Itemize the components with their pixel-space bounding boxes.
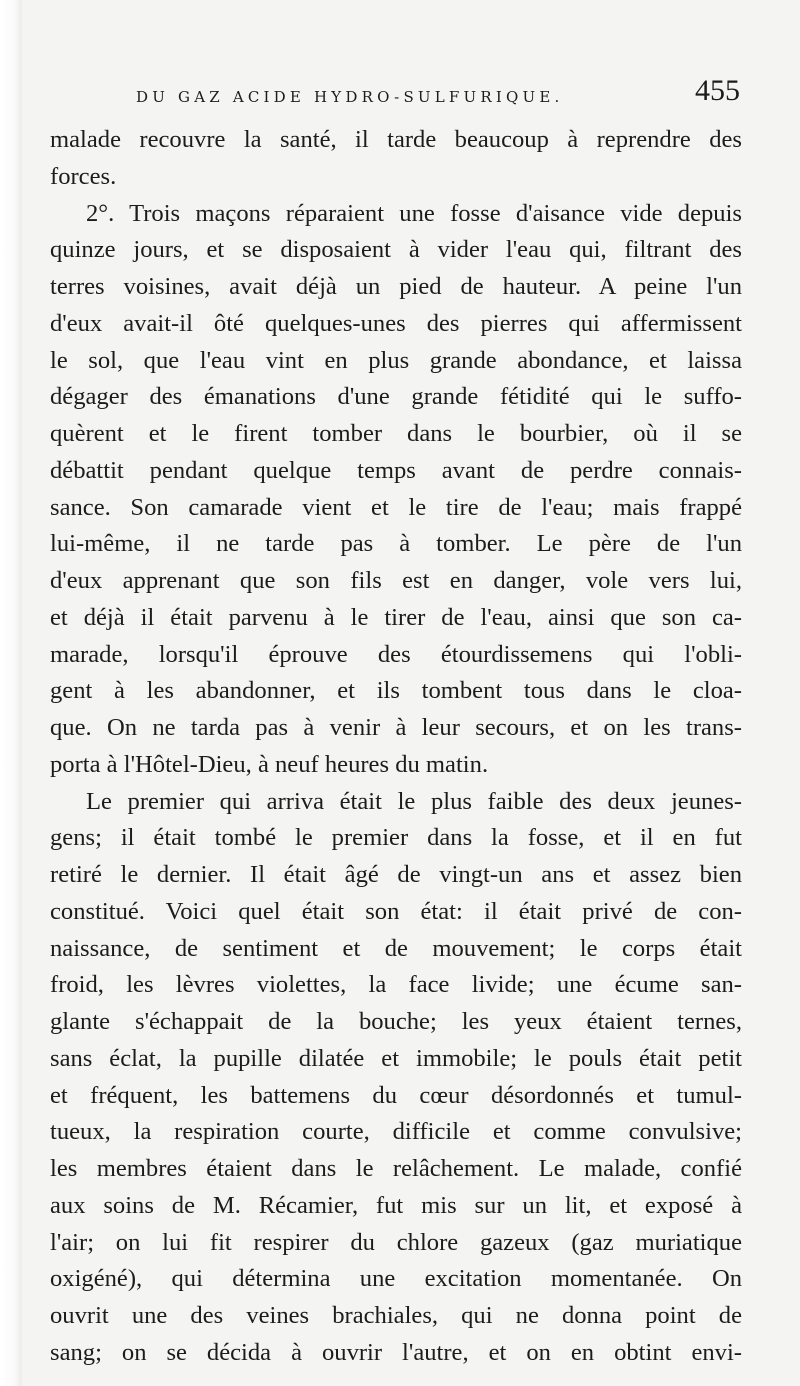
text-line: que. On ne tarda pas à venir à leur secours, et on les trans- <box>50 714 742 741</box>
running-title: DU GAZ ACIDE HYDRO-SULFURIQUE. <box>136 88 564 106</box>
text-line: gens; il était tombé le premier dans la fosse, et il en fut <box>50 824 742 852</box>
text-line: glante s'échappait de la bouche; les yeux étaient ternes, <box>50 1008 742 1035</box>
text-line: d'eux avait-il ôté quelques-unes des pierres qui affermissent <box>50 309 742 337</box>
text-line: sance. Son camarade vient et le tire de l'eau; mais frappé <box>50 493 742 521</box>
text-line: marade, lorsqu'il éprouve des étourdissemens qui l'obli- <box>50 640 742 668</box>
running-head <box>50 74 742 120</box>
text-line: le sol, que l'eau vint en plus grande abondance, et laissa <box>50 346 742 374</box>
text-line: débattit pendant quelque temps avant de perdre connais- <box>50 456 742 484</box>
body-text <box>50 122 742 1372</box>
text-line: 2°. Trois maçons réparaient une fosse d'aisance vide depuis <box>86 199 742 227</box>
text-line: naissance, de sentiment et de mouvement; le corps était <box>50 934 742 962</box>
text-line: aux soins de M. Récamier, fut mis sur un lit, et exposé à <box>50 1191 742 1219</box>
text-line: dégager des émanations d'une grande fétidité qui le suffo- <box>50 383 742 411</box>
text-line: gent à les abandonner, et ils tombent tous dans le cloa- <box>50 677 742 705</box>
text-line: malade recouvre la santé, il tarde beaucoup à reprendre des <box>50 126 742 153</box>
text-line: tueux, la respiration courte, difficile et comme convulsive; <box>50 1118 742 1146</box>
text-line: forces. <box>50 162 117 190</box>
text-line: sang; on se décida à ouvrir l'autre, et on en obtint envi- <box>50 1338 742 1366</box>
text-line: l'air; on lui fit respirer du chlore gazeux (gaz muriatique <box>50 1228 742 1256</box>
text-line: les membres étaient dans le relâchement. Le malade, confié <box>50 1155 742 1182</box>
text-line: et déjà il était parvenu à le tirer de l'eau, ainsi que son ca- <box>50 603 742 631</box>
text-line: retiré le dernier. Il était âgé de vingt-un ans et assez bien <box>50 861 742 888</box>
text-line: oxigéné), qui détermina une excitation momentanée. On <box>50 1265 742 1293</box>
text-line: d'eux apprenant que son fils est en danger, vole vers lui, <box>50 567 742 594</box>
text-line: porta à l'Hôtel-Dieu, à neuf heures du matin. <box>50 750 489 778</box>
text-line: constitué. Voici quel était son état: il était privé de con- <box>50 897 742 925</box>
text-line: Le premier qui arriva était le plus faible des deux jeunes- <box>86 787 742 815</box>
text-line: quinze jours, et se disposaient à vider l'eau qui, filtrant des <box>50 236 742 264</box>
text-line: froid, les lèvres violettes, la face livide; une écume san- <box>50 971 742 999</box>
text-line: et fréquent, les battemens du cœur désordonnés et tumul- <box>50 1081 742 1109</box>
text-line: terres voisines, avait déjà un pied de hauteur. A peine l'un <box>50 273 742 300</box>
text-line: sans éclat, la pupille dilatée et immobile; le pouls était petit <box>50 1044 742 1072</box>
text-line: lui-même, il ne tarde pas à tomber. Le père de l'un <box>50 530 742 558</box>
page-number: 455 <box>695 74 740 107</box>
text-line: quèrent et le firent tomber dans le bourbier, où il se <box>50 420 742 447</box>
text-line: ouvrit une des veines brachiales, qui ne donna point de <box>50 1302 742 1329</box>
page-gutter-edge <box>0 0 22 1386</box>
